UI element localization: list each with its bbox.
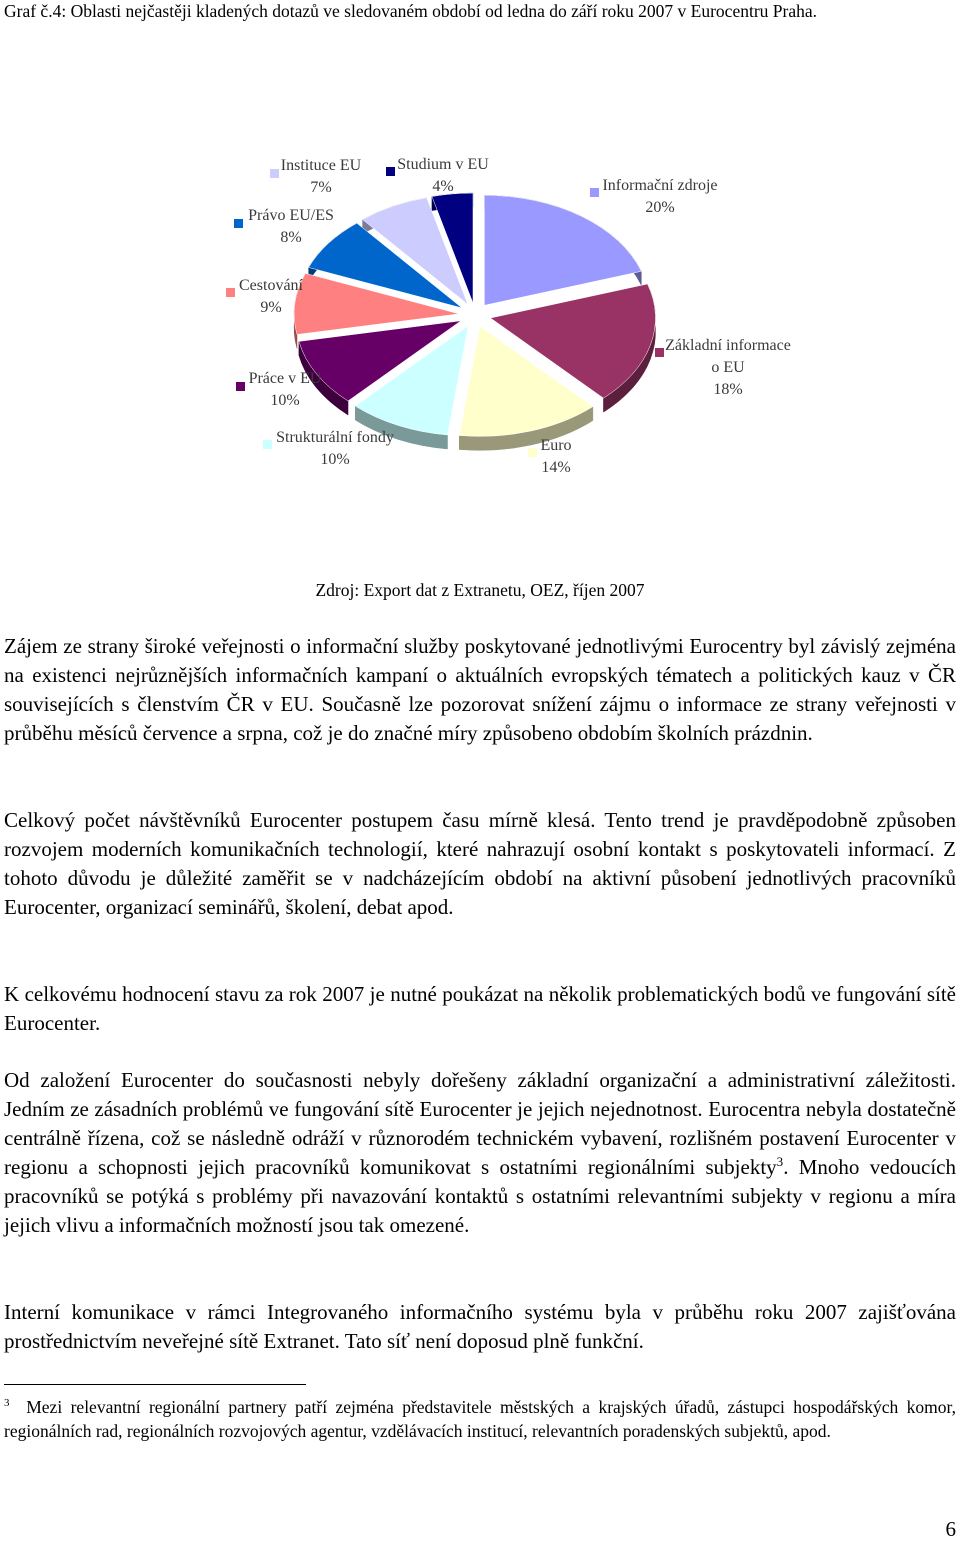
figure-caption: Graf č.4: Oblasti nejčastěji kladených dotazů ve sledovaném období od ledna do září roku 2007 v Eurocentru Praha. <box>4 1 818 21</box>
paragraph-2: Celkový počet návštěvníků Eurocenter postupem času mírně klesá. Tento trend je pravděpodobně způsoben rozvojem moderních komunikačních technologií, které nahrazují osobní kontakt s poskytovateli informací. Z tohoto důvodu je důležité zaměřit se v nadcházejícím období na aktivní působení jednotlivých pracovníků Eurocenter, organizací seminářů, školení, debat apod. <box>4 808 956 919</box>
legend-swatch-prace-v-eu <box>236 382 245 391</box>
pie-chart <box>0 150 960 570</box>
paragraph-4-text-b: . Mnoho vedoucích pracovníků se potýká s problémy při navazování kontaktů s ostatními relevantními subjekty v regionu a míra jejich vlivu a informačních možností jsou tak omezené. <box>4 1155 956 1237</box>
paragraph-1: Zájem ze strany široké veřejnosti o informační služby poskytované jednotlivými Eurocentry byl závislý zejména na existenci nejrůznějších informačních kampaní o aktuálních evropských tématech a politických kauz v ČR souvisejících s členstvím ČR v EU. Současně lze pozorovat snížení zájmu o informace ze strany veřejnosti v průběhu měsíců července a srpna, což je do značné míry způsobeno obdobím školních prázdnin. <box>4 634 956 745</box>
footnote-reference[interactable]: 3 <box>776 1154 784 1169</box>
footnote-number: 3 <box>4 1397 10 1410</box>
legend-swatch-informacni-zdroje <box>590 188 599 197</box>
data-label-pravo-eu-es: 8% <box>280 229 302 246</box>
category-label-studium-v-eu: Studium v EU <box>397 156 489 173</box>
category-label-instituce-eu: Instituce EU <box>280 157 362 174</box>
legend-swatch-euro <box>528 448 537 457</box>
category-label-pravo-eu-es: Právo EU/ES <box>248 207 334 224</box>
category-label-cestovani: Cestování <box>239 277 303 294</box>
paragraph-4 <box>4 1066 956 1240</box>
data-label-prace-v-eu: 10% <box>270 392 300 409</box>
legend-swatch-instituce-eu <box>270 169 279 178</box>
legend-swatch-cestovani <box>226 288 235 297</box>
category-label-strukturalni-fondy: Strukturální fondy <box>276 429 394 446</box>
data-label-instituce-eu: 7% <box>310 179 332 196</box>
category-label-informacni-zdroje: Informační zdroje <box>602 177 718 194</box>
footnote-separator <box>4 1384 306 1385</box>
data-label-studium-v-eu: 4% <box>432 178 454 195</box>
data-label-euro: 14% <box>541 459 571 476</box>
legend-swatch-pravo-eu-es <box>234 219 243 228</box>
data-label-informacni-zdroje: 20% <box>645 199 675 216</box>
legend-swatch-studium-v-eu <box>386 167 395 176</box>
chart-source: Zdroj: Export dat z Extranetu, OEZ, říjen 2007 <box>315 580 645 600</box>
paragraph-4-text-a: Od založení Eurocenter do současnosti nebyly dořešeny základní organizační a administrativní záležitosti. Jedním ze zásadních problémů ve fungování sítě Eurocenter je jejich nejednotnost. Eurocentra nebyla dostatečně centrálně řízena, což se následně odráží v různorodém technickém vybavení, rozlišném postavení Eurocenter v regionu a schopnosti jejich pracovníků komunikovat s ostatními regionálními subjekty <box>4 1068 956 1179</box>
category-label-zakladni-informace-o-eu: o EU <box>711 359 745 376</box>
category-label-zakladni-informace-o-eu: Základní informace <box>665 337 791 354</box>
paragraph-3: K celkovému hodnocení stavu za rok 2007 je nutné poukázat na několik problematických bodů ve fungování sítě Eurocenter. <box>4 982 956 1035</box>
category-label-prace-v-eu: Práce v EU <box>248 370 322 387</box>
paragraph-5: Interní komunikace v rámci Integrovaného informačního systému byla v průběhu roku 2007 zajišťována prostřednictvím neveřejné sítě Extranet. Tato síť není doposud plně funkční. <box>4 1300 956 1353</box>
data-label-zakladni-informace-o-eu: 18% <box>713 381 743 398</box>
footnote <box>4 1395 956 1443</box>
page-number: 6 <box>945 1517 956 1541</box>
legend-swatch-zakladni-informace-o-eu <box>655 348 664 357</box>
data-label-cestovani: 9% <box>260 299 282 316</box>
data-label-strukturalni-fondy: 10% <box>320 451 350 468</box>
legend-swatch-strukturalni-fondy <box>263 440 272 449</box>
footnote-text: Mezi relevantní regionální partnery patří zejména představitele městských a krajských úřadů, zástupci hospodářských komor, regionálních rad, regionálních rozvojových agentur, vzdělávacích institucí, relevantních poradenských subjektů, apod. <box>4 1397 957 1441</box>
pie-slice-informacni-zdroje <box>484 195 641 305</box>
category-label-euro: Euro <box>540 437 572 454</box>
